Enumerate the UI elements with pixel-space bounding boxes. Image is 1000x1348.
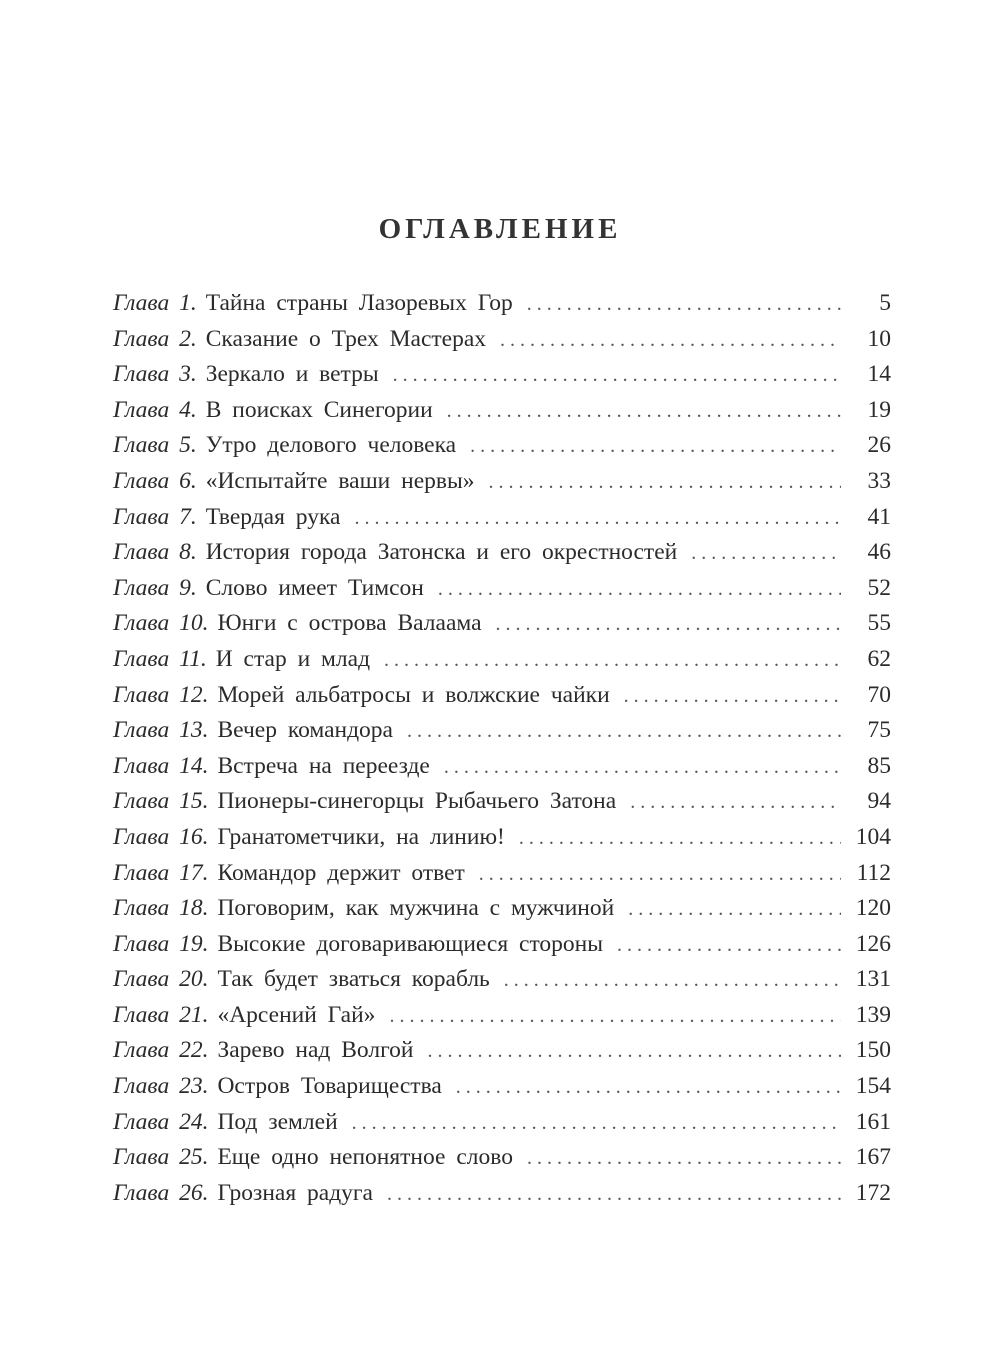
chapter-title: Зарево над Волгой (217, 1037, 414, 1064)
page-number: 104 (855, 823, 891, 850)
toc-entry[interactable] (113, 1140, 891, 1176)
chapter-title: Юнги с острова Валаама (217, 610, 482, 637)
chapter-title: Так будет зваться корабль (217, 966, 490, 993)
toc-entry[interactable] (113, 927, 891, 963)
chapter-label: Глава 22. (113, 1037, 209, 1064)
chapter-label: Глава 7. (113, 503, 197, 530)
chapter-title: Морей альбатросы и волжские чайки (217, 681, 610, 708)
chapter-label: Глава 24. (113, 1108, 209, 1135)
dot-leader (444, 750, 841, 786)
dot-leader (393, 358, 841, 394)
chapter-title: Командор держит ответ (217, 859, 465, 886)
toc-entry[interactable] (113, 891, 891, 927)
chapter-label: Глава 19. (113, 930, 209, 957)
dot-leader (407, 714, 841, 750)
dot-leader (447, 394, 841, 430)
dot-leader (470, 429, 841, 465)
chapter-title: «Арсений Гай» (217, 1001, 376, 1028)
dot-leader (519, 821, 841, 857)
chapter-label: Глава 4. (113, 396, 197, 423)
toc-entry[interactable] (113, 749, 891, 785)
page-number: 172 (855, 1179, 891, 1206)
page-number: 55 (867, 610, 891, 637)
page-number: 10 (867, 325, 891, 352)
dot-leader (624, 679, 841, 715)
toc-entry[interactable] (113, 642, 891, 678)
dot-leader (427, 1034, 841, 1070)
page-number: 150 (855, 1037, 891, 1064)
chapter-label: Глава 5. (113, 432, 197, 459)
page-number: 62 (867, 645, 891, 672)
page-number: 14 (867, 361, 891, 388)
chapter-title: Зеркало и ветры (205, 361, 379, 388)
chapter-label: Глава 1. (113, 290, 197, 316)
toc-entry[interactable] (113, 606, 891, 642)
page-number: 139 (855, 1001, 891, 1028)
chapter-title: Гранатометчики, на линию! (217, 823, 505, 850)
toc-entry[interactable] (113, 357, 891, 393)
chapter-label: Глава 12. (113, 681, 209, 708)
toc-entry[interactable] (113, 500, 891, 536)
chapter-label: Глава 25. (113, 1144, 209, 1171)
chapter-title: Сказание о Трех Мастерах (205, 325, 487, 352)
toc-entry[interactable] (113, 286, 891, 322)
dot-leader (387, 1177, 841, 1213)
page-number: 19 (867, 396, 891, 423)
toc-entry[interactable] (113, 1176, 891, 1212)
dot-leader (496, 607, 841, 643)
dot-leader (527, 287, 841, 323)
dot-leader (438, 572, 841, 608)
toc-entry[interactable] (113, 428, 891, 464)
chapter-label: Глава 3. (113, 361, 197, 388)
dot-leader (691, 536, 841, 572)
chapter-title: И стар и млад (215, 645, 371, 672)
page-number: 154 (855, 1073, 891, 1100)
chapter-title: История города Затонска и его окрестностей (205, 539, 678, 566)
chapter-label: Глава 17. (113, 859, 209, 886)
page-number: 33 (867, 467, 891, 494)
chapter-title: Под землей (217, 1108, 338, 1135)
chapter-label: Глава 13. (113, 717, 209, 744)
toc-entry[interactable] (113, 820, 891, 856)
page-number: 41 (867, 503, 891, 530)
dot-leader (628, 892, 841, 928)
chapter-label: Глава 8. (113, 539, 197, 566)
chapter-title: Еще одно непонятное слово (217, 1144, 513, 1171)
dot-leader (479, 857, 841, 893)
dot-leader (352, 1106, 841, 1142)
toc-entry[interactable] (113, 856, 891, 892)
toc-entry[interactable] (113, 464, 891, 500)
toc-entry[interactable] (113, 322, 891, 358)
chapter-label: Глава 23. (113, 1073, 209, 1100)
chapter-title: Слово имеет Тимсон (205, 574, 424, 601)
chapter-label: Глава 26. (113, 1179, 209, 1206)
chapter-label: Глава 9. (113, 574, 197, 601)
page-number: 5 (879, 290, 891, 316)
chapter-label: Глава 16. (113, 823, 209, 850)
chapter-title: Вечер командора (217, 717, 393, 744)
page-number: 52 (867, 574, 891, 601)
toc-entry[interactable] (113, 1105, 891, 1141)
table-of-contents (113, 286, 891, 1211)
page-number: 112 (856, 859, 891, 886)
toc-entry[interactable] (113, 1033, 891, 1069)
page-number: 161 (855, 1108, 891, 1135)
chapter-label: Глава 20. (113, 966, 209, 993)
page-number: 70 (867, 681, 891, 708)
chapter-label: Глава 6. (113, 467, 197, 494)
toc-entry[interactable] (113, 1069, 891, 1105)
dot-leader (489, 465, 841, 501)
page-number: 126 (855, 930, 891, 957)
chapter-title: Остров Товарищества (217, 1073, 442, 1100)
page-number: 120 (855, 895, 891, 922)
chapter-title: «Испытайте ваши нервы» (205, 467, 475, 494)
page-number: 46 (867, 539, 891, 566)
chapter-label: Глава 2. (113, 325, 197, 352)
page-number: 94 (867, 788, 891, 815)
dot-leader (630, 785, 841, 821)
chapter-title: Поговорим, как мужчина с мужчиной (217, 895, 615, 922)
toc-entry[interactable] (113, 535, 891, 571)
chapter-title: Утро делового человека (205, 432, 457, 459)
toc-entry[interactable] (113, 393, 891, 429)
chapter-label: Глава 18. (113, 895, 209, 922)
chapter-label: Глава 21. (113, 1001, 209, 1028)
page-number: 131 (855, 966, 891, 993)
dot-leader (456, 1070, 841, 1106)
toc-entry[interactable] (113, 784, 891, 820)
chapter-label: Глава 15. (113, 788, 209, 815)
dot-leader (504, 963, 841, 999)
chapter-title: Высокие договаривающиеся стороны (217, 930, 604, 957)
page-number: 26 (867, 432, 891, 459)
chapter-title: Твердая рука (205, 503, 341, 530)
chapter-title: В поисках Синегории (205, 396, 433, 423)
dot-leader (617, 928, 841, 964)
chapter-label: Глава 11. (113, 645, 207, 672)
toc-entry[interactable] (113, 962, 891, 998)
chapter-label: Глава 10. (113, 610, 209, 637)
toc-entry[interactable] (113, 678, 891, 714)
chapter-title: Тайна страны Лазоревых Гор (205, 290, 513, 316)
toc-entry[interactable] (113, 998, 891, 1034)
dot-leader (354, 501, 841, 537)
chapter-title: Грозная радуга (217, 1179, 373, 1206)
chapter-title: Встреча на переезде (217, 752, 430, 779)
page-number: 167 (855, 1144, 891, 1171)
page-number: 75 (867, 717, 891, 744)
toc-entry[interactable] (113, 571, 891, 607)
chapter-label: Глава 14. (113, 752, 209, 779)
dot-leader (389, 999, 841, 1035)
dot-leader (527, 1141, 841, 1177)
toc-entry[interactable] (113, 713, 891, 749)
page-title: ОГЛАВЛЕНИЕ (378, 213, 622, 245)
dot-leader (500, 323, 841, 359)
chapter-title: Пионеры-синегорцы Рыбачьего Затона (217, 788, 617, 815)
page-number: 85 (867, 752, 891, 779)
dot-leader (384, 643, 841, 679)
